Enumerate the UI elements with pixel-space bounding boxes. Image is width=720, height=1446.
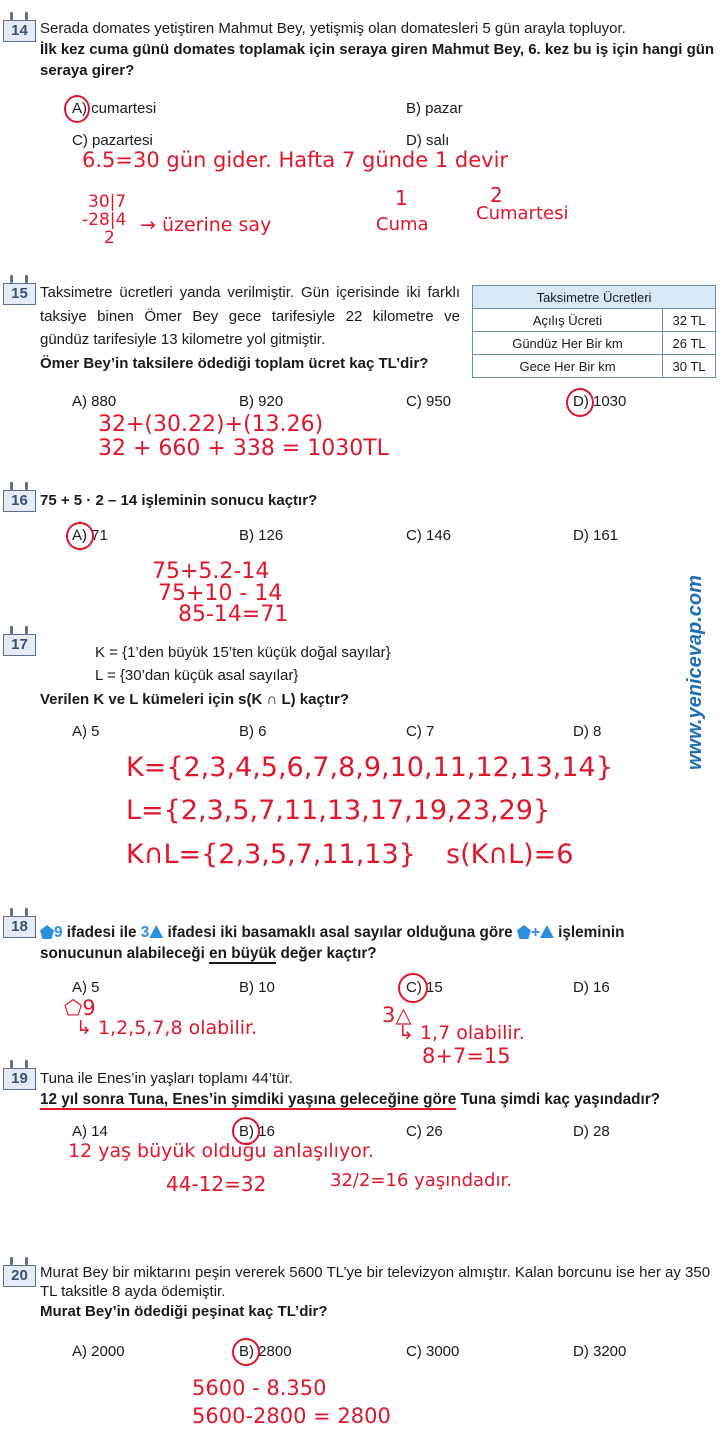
handwritten-note: → üzerine say <box>140 214 272 236</box>
handwritten-note: 75+10 - 14 <box>158 581 283 606</box>
question-number-badge: 15 <box>3 281 36 305</box>
question-prompt: 75 + 5 · 2 – 14 işleminin sonucu kaçtır? <box>40 492 318 509</box>
option-d[interactable]: D) 161 <box>573 527 619 544</box>
option-c[interactable]: C) 15 <box>406 979 443 996</box>
answer-circle <box>66 522 94 550</box>
option-c[interactable]: C) pazartesi <box>72 132 153 149</box>
table-title: Taksimetre Ücretleri <box>473 286 716 309</box>
handwritten-underline <box>40 1108 456 1110</box>
question-prompt: 12 yıl sonra Tuna, Enes’in şimdiki yaşına geleceğine göre Tuna şimdi kaç yaşındadır? <box>40 1091 661 1108</box>
handwritten-note: 5600 - 8.350 <box>192 1376 327 1400</box>
answer-circle <box>64 95 90 123</box>
table-row: Gece Her Bir km 30 TL <box>473 355 716 378</box>
option-c[interactable]: C) 950 <box>406 393 452 410</box>
pentagon-icon <box>517 925 531 939</box>
handwritten-note: 44-12=32 <box>166 1172 267 1196</box>
option-b[interactable]: B) 2800 <box>239 1343 292 1360</box>
option-d[interactable]: D) 16 <box>573 979 610 996</box>
question-number-badge: 19 <box>3 1066 36 1090</box>
pentagon-icon <box>40 925 54 939</box>
handwritten-note: Cuma <box>376 214 429 235</box>
question-number-badge: 18 <box>3 914 36 938</box>
handwritten-note: 2 <box>104 228 115 248</box>
question-prompt: 9 ifadesi ile 3 ifadesi iki basamaklı asal sayılar olduğuna göre + işleminin <box>40 922 716 943</box>
emphasis-underline: en büyük <box>209 945 277 962</box>
handwritten-note: ↳ 1,7 olabilir. <box>398 1022 525 1044</box>
question-prompt: İlk kez cuma günü domates toplamak için seraya giren Mahmut Bey, 6. kez bu iş için hangi gün seraya girer? <box>40 41 715 79</box>
option-a[interactable]: A) 880 <box>72 393 117 410</box>
question-text: Taksimetre ücretleri yanda verilmiştir. Gün içerisinde iki farklı taksiye binen Ömer Bey gece tarifesiyle 22 kilometre ve gündüz tarifesiyle 13 kilometre yol gitmiştir. <box>40 284 460 348</box>
option-a[interactable]: A) 5 <box>72 723 100 740</box>
handwritten-note: Cumartesi <box>476 203 569 224</box>
question-prompt: Murat Bey’in ödediği peşinat kaç TL’dir? <box>40 1303 328 1320</box>
question-number-badge: 14 <box>3 18 36 42</box>
handwritten-note: 6.5=30 gün gider. Hafta 7 günde 1 devir <box>82 148 509 172</box>
option-b[interactable]: B) pazar <box>406 100 463 117</box>
question-number-badge: 16 <box>3 488 36 512</box>
option-b[interactable]: B) 126 <box>239 527 284 544</box>
handwritten-note: 5600-2800 = 2800 <box>192 1404 391 1428</box>
handwritten-note: 32+(30.22)+(13.26) <box>98 412 324 437</box>
handwritten-note: K={2,3,4,5,6,7,8,9,10,11,12,13,14} <box>126 752 613 783</box>
question-text: Tuna ile Enes’in yaşları toplamı 44’tür. <box>40 1070 293 1087</box>
handwritten-note: 2 <box>490 183 503 207</box>
handwritten-note: ↳ 1,2,5,7,8 olabilir. <box>76 1017 258 1039</box>
triangle-icon <box>540 925 554 938</box>
option-a[interactable]: A) cumartesi <box>72 100 157 117</box>
option-d[interactable]: D) salı <box>406 132 450 149</box>
option-c[interactable]: C) 26 <box>406 1123 443 1140</box>
question-prompt: Verilen K ve L kümeleri için s(K ∩ L) kaçtır? <box>40 691 350 708</box>
question-number-badge: 20 <box>3 1263 36 1287</box>
handwritten-note: -28|4 <box>82 210 127 230</box>
option-b[interactable]: B) 6 <box>239 723 267 740</box>
option-b[interactable]: B) 16 <box>239 1123 275 1140</box>
question-text: Murat Bey bir miktarını peşin vererek 5600 TL’ye bir televizyon almıştır. Kalan borcunu ise her ay 350 TL taksitle 8 ayda ödemiştir. <box>40 1264 711 1300</box>
handwritten-note: 85-14=71 <box>178 602 289 627</box>
answer-circle <box>566 388 594 417</box>
option-c[interactable]: C) 146 <box>406 527 452 544</box>
set-l-definition: L = {30’dan küçük asal sayılar} <box>95 667 299 684</box>
handwritten-note: K∩L={2,3,5,7,11,13} <box>126 839 416 870</box>
triangle-icon <box>149 925 163 938</box>
table-row: Açılış Ücreti 32 TL <box>473 309 716 332</box>
answer-circle <box>232 1338 260 1366</box>
question-number-badge: 17 <box>3 632 36 656</box>
handwritten-note: 32/2=16 yaşındadır. <box>330 1170 512 1191</box>
handwritten-note: 75+5.2-14 <box>152 559 270 584</box>
handwritten-note: 8+7=15 <box>422 1044 511 1068</box>
option-d[interactable]: D) 3200 <box>573 1343 627 1360</box>
option-d[interactable]: D) 8 <box>573 723 602 740</box>
option-d[interactable]: D) 28 <box>573 1123 610 1140</box>
handwritten-note: s(K∩L)=6 <box>446 839 574 870</box>
handwritten-note: 12 yaş büyük olduğu anlaşılıyor. <box>68 1140 374 1162</box>
option-a[interactable]: A) 71 <box>72 527 108 544</box>
taximeter-table <box>472 285 716 378</box>
option-c[interactable]: C) 7 <box>406 723 435 740</box>
option-a[interactable]: A) 2000 <box>72 1343 125 1360</box>
table-row: Gündüz Her Bir km 26 TL <box>473 332 716 355</box>
option-a[interactable]: A) 5 <box>72 979 100 996</box>
handwritten-note: 3△ <box>382 1003 412 1027</box>
set-k-definition: K = {1’den büyük 15’ten küçük doğal sayılar} <box>95 644 391 661</box>
handwritten-note: L={2,3,5,7,11,13,17,19,23,29} <box>126 795 551 826</box>
option-b[interactable]: B) 10 <box>239 979 275 996</box>
handwritten-note: 32 + 660 + 338 = 1030TL <box>98 436 389 461</box>
handwritten-note: ⬠9 <box>64 996 96 1020</box>
option-b[interactable]: B) 920 <box>239 393 284 410</box>
question-prompt: Ömer Bey’in taksilere ödediği toplam ücret kaç TL’dir? <box>40 354 429 372</box>
handwritten-note: 30|7 <box>88 192 127 212</box>
question-text: Serada domates yetiştiren Mahmut Bey, yetişmiş olan domatesleri 5 gün arayla topluyor. <box>40 20 626 37</box>
handwritten-note: 1 <box>395 186 408 210</box>
option-c[interactable]: C) 3000 <box>406 1343 460 1360</box>
option-d[interactable]: D) 1030 <box>573 393 627 410</box>
answer-circle <box>398 973 428 1003</box>
option-a[interactable]: A) 14 <box>72 1123 108 1140</box>
